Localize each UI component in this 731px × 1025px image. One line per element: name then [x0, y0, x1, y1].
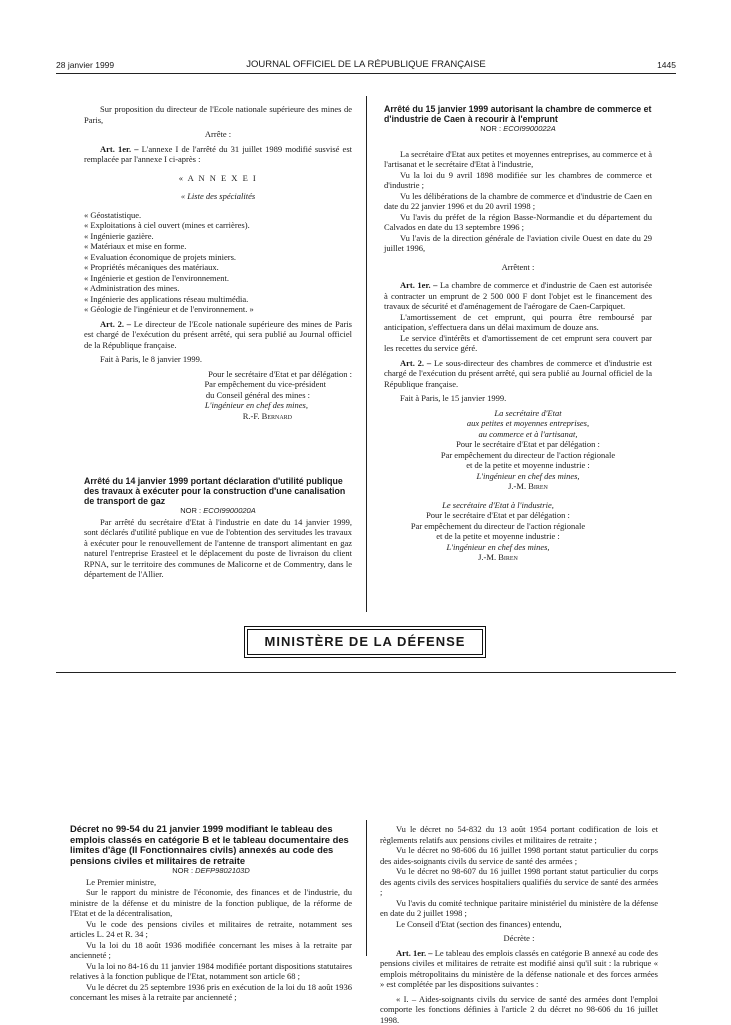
- considerants: [384, 149, 652, 254]
- list-item: « Administration des mines.: [84, 283, 352, 294]
- article-label: Art. 2. –: [100, 319, 131, 329]
- paragraph: Vu la loi du 9 avril 1898 modifiée sur les chambres de commerce et d'industrie ;: [384, 170, 652, 191]
- signature-line: L'ingénieur en chef des mines,: [404, 471, 652, 482]
- nor-reference: [70, 866, 352, 877]
- nor-code: ECOI9900020A: [203, 506, 256, 515]
- list-item: « Matériaux et mise en forme.: [84, 241, 352, 252]
- signatory-name: J.-M. Biren: [404, 481, 652, 492]
- paragraph: Vu la loi no 84-16 du 11 janvier 1984 modifiée portant dispositions statutaires relatives à la fonction publique de l'Etat, notamment son article 68 ;: [70, 961, 352, 982]
- paragraph: Vu les délibérations de la chambre de commerce et d'industrie de Caen en date du 22 janvier 1996 et du 20 avril 1998 ;: [384, 191, 652, 212]
- fait-date: Fait à Paris, le 8 janvier 1999.: [84, 354, 352, 365]
- left-column-bottom: [70, 824, 352, 1003]
- paragraph: Le service d'intérêts et d'amortissement de cet emprunt sera couvert par les recettes du service géré.: [384, 333, 652, 354]
- decree-title: Décret no 99-54 du 21 janvier 1999 modifiant le tableau des emplois classés en catégorie B et le tableau documentaire des limites d'âge (II Fonctionnaires civils) annexés au code des pensions civiles et militaires de retraite: [70, 824, 352, 866]
- arretent-heading: Arrêtent :: [384, 262, 652, 273]
- signature-line: et de la petite et moyenne industrie :: [404, 460, 652, 471]
- nor-reference: [384, 124, 652, 135]
- decree-title: Arrêté du 15 janvier 1999 autorisant la chambre de commerce et d'industrie de Caen à recourir à l'emprunt: [384, 104, 652, 124]
- signature-line: Pour le secrétaire d'Etat et par délégation :: [84, 369, 352, 380]
- signature-line: L'ingénieur en chef des mines,: [84, 400, 352, 411]
- list-item: « Ingénierie des applications réseau multimédia.: [84, 294, 352, 305]
- paragraph: Sur le rapport du ministre de l'économie, des finances et de l'industrie, du ministre de la défense et du ministre de la fonction publique, de la réforme de l'Etat et de la décentralisation,: [70, 887, 352, 919]
- paragraph: Vu le décret no 98-607 du 16 juillet 1998 portant statut particulier du corps des agents civils des services hospitaliers qualifiés du service de santé des armées ;: [380, 866, 658, 898]
- annexe-heading: « A N N E X E I: [84, 173, 352, 184]
- column-divider-top: [366, 96, 367, 612]
- nor-reference: [84, 506, 352, 517]
- article-2: [84, 319, 352, 351]
- paragraph: Vu le décret no 98-606 du 16 juillet 1998 portant statut particulier du corps des aides-soignants civils du service de santé des armées ;: [380, 845, 658, 866]
- paragraph: La secrétaire d'Etat aux petites et moyennes entreprises, au commerce et à l'artisanat et le secrétaire d'Etat à l'industrie,: [384, 149, 652, 170]
- signature-block-2: [384, 500, 652, 563]
- nor-label: NOR :: [180, 506, 203, 515]
- signature-line: du Conseil général des mines :: [84, 390, 352, 401]
- signature-line: Par empêchement du directeur de l'action régionale: [404, 450, 652, 461]
- article-1: [84, 144, 352, 165]
- paragraph: « I. – Aides-soignants civils du service de santé des armées dont l'emploi comporte les fonctions définies à l'article 2 du décret no 98-606 du 16 juillet 1998.: [380, 994, 658, 1025]
- signatory-name: J.-M. Biren: [384, 552, 612, 563]
- signatory-name: R.-F. Bernard: [84, 411, 352, 422]
- decree-title: Arrêté du 14 janvier 1999 portant déclaration d'utilité publique des travaux à exécuter pour la construction d'une canalisation de transport de gaz: [84, 476, 352, 506]
- paragraph: Vu le décret no 54-832 du 13 août 1954 portant codification de lois et règlements relatifs aux pensions civiles et militaires de retraite ;: [380, 824, 658, 845]
- paragraph: Le Conseil d'Etat (section des finances) entendu,: [380, 919, 658, 930]
- article-text: La chambre de commerce et d'industrie de Caen est autorisée à contracter un emprunt de 2 500 000 F dont l'objet est le financement des travaux de sécurité et d'aménagement de l'aérogare de Caen-Carpiquet.: [384, 280, 652, 311]
- left-column-middle: [84, 476, 352, 580]
- list-item: « Exploitations à ciel ouvert (mines et carrières).: [84, 220, 352, 231]
- fait-date: Fait à Paris, le 15 janvier 1999.: [384, 393, 652, 404]
- article-2: [384, 358, 652, 390]
- list-item: « Propriétés mécaniques des matériaux.: [84, 262, 352, 273]
- signature-line: La secrétaire d'Etat: [404, 408, 652, 419]
- left-column-top: [84, 104, 352, 421]
- paragraph: Vu l'avis du préfet de la région Basse-Normandie et du département du Calvados en date du 13 septembre 1996 ;: [384, 212, 652, 233]
- paragraph: Vu le décret du 25 septembre 1936 pris en exécution de la loi du 18 août 1936 concernant les mises à la retraite par ancienneté ;: [70, 982, 352, 1003]
- nor-label: NOR :: [172, 866, 195, 875]
- article-text: Le sous-directeur des chambres de commerce et d'industrie est chargé de l'exécution du présent arrêté, qui sera publié au Journal officiel de la République française.: [384, 358, 652, 389]
- article-label: Art. 1er. –: [400, 280, 437, 290]
- paragraph: Vu l'avis du comité technique paritaire ministériel du ministère de la défense en date du 2 juillet 1998 ;: [380, 898, 658, 919]
- paragraph: Vu la loi du 18 août 1936 modifiée concernant les mises à la retraite par ancienneté ;: [70, 940, 352, 961]
- header-journal-title: JOURNAL OFFICIEL DE LA RÉPUBLIQUE FRANÇAISE: [56, 59, 676, 70]
- signature-line: Pour le secrétaire d'Etat et par délégation :: [384, 510, 612, 521]
- article-text: Le tableau des emplois classés en catégorie B annexé au code des pensions civiles et militaires de retraite est modifié ainsi qu'il suit : la rubrique « emplois métropolitains du ministère de la défense nationale et des forces armées » est complétée par les dispositions suivantes :: [380, 948, 658, 990]
- signature-line: L'ingénieur en chef des mines,: [384, 542, 612, 553]
- header-date: 28 janvier 1999: [56, 60, 114, 70]
- list-item: « Géologie de l'ingénieur et de l'environnement. »: [84, 304, 352, 315]
- list-item: « Géostatistique.: [84, 210, 352, 221]
- liste-heading: « Liste des spécialités: [84, 191, 352, 202]
- paragraph: Vu le code des pensions civiles et militaires de retraite, notamment ses articles L. 24 et R. 34 ;: [70, 919, 352, 940]
- arrete-text: Par arrêté du secrétaire d'Etat à l'industrie en date du 14 janvier 1999, sont déclarés d'utilité publique en vue de l'obtention des servitudes les travaux à exécuter pour le renouvellement de l'antenne de transport alimentant en gaz naturel l'entreprise Erasteel et le déplacement du poste de livraison du client RPNA, sur le territoire des communes de Malicorne et de Commentry, dans le département de l'Allier.: [84, 517, 352, 580]
- article-label: Art. 1er. –: [396, 948, 433, 958]
- article-label: Art. 1er. –: [100, 144, 139, 154]
- nor-label: NOR :: [480, 124, 503, 133]
- ministry-heading: MINISTÈRE DE LA DÉFENSE: [247, 629, 483, 655]
- article-1: [380, 948, 658, 990]
- article-label: Art. 2. –: [400, 358, 431, 368]
- speciality-list: [84, 210, 352, 315]
- arrete-heading: Arrête :: [84, 129, 352, 140]
- decrete-heading: Décrète :: [380, 933, 658, 944]
- article-text: Le directeur de l'Ecole nationale supérieure des mines de Paris est chargé de l'exécution du présent arrêté, qui sera publié au Journal officiel de la République française.: [84, 319, 352, 350]
- column-divider-bottom: [366, 820, 367, 956]
- signature-line: au commerce et à l'artisanat,: [404, 429, 652, 440]
- nor-code: ECOI9900022A: [503, 124, 556, 133]
- section-divider: [56, 672, 676, 673]
- signature-line: Par empêchement du vice-président: [84, 379, 352, 390]
- paragraph: Vu l'avis de la direction générale de l'aviation civile Ouest en date du 29 juillet 1996,: [384, 233, 652, 254]
- paragraph: Le Premier ministre,: [70, 877, 352, 888]
- signature-line: Par empêchement du directeur de l'action régionale: [384, 521, 612, 532]
- signature-block-1: [384, 408, 652, 492]
- signature-line: Le secrétaire d'Etat à l'industrie,: [384, 500, 612, 511]
- list-item: « Evaluation économique de projets miniers.: [84, 252, 352, 263]
- header-page-number: 1445: [657, 60, 676, 70]
- signature-line: Pour le secrétaire d'Etat et par délégation :: [404, 439, 652, 450]
- article-text: L'annexe I de l'arrêté du 31 juillet 1989 modifié susvisé est remplacée par l'annexe I ci-après :: [84, 144, 352, 165]
- proposal-text: Sur proposition du directeur de l'Ecole nationale supérieure des mines de Paris,: [84, 104, 352, 125]
- list-item: « Ingénierie et gestion de l'environnement.: [84, 273, 352, 284]
- nor-code: DEFP9802103D: [195, 866, 250, 875]
- right-column-top: [384, 104, 652, 563]
- paragraph: L'amortissement de cet emprunt, qui pourra être remboursé par anticipation, s'effectuera dans un délai maximum de douze ans.: [384, 312, 652, 333]
- list-item: « Ingénierie gazière.: [84, 231, 352, 242]
- signature-line: aux petites et moyennes entreprises,: [404, 418, 652, 429]
- signature-line: et de la petite et moyenne industrie :: [384, 531, 612, 542]
- signature-block: [84, 369, 352, 422]
- right-column-bottom: [380, 824, 658, 1025]
- article-1: [384, 280, 652, 312]
- page-header: [56, 58, 676, 74]
